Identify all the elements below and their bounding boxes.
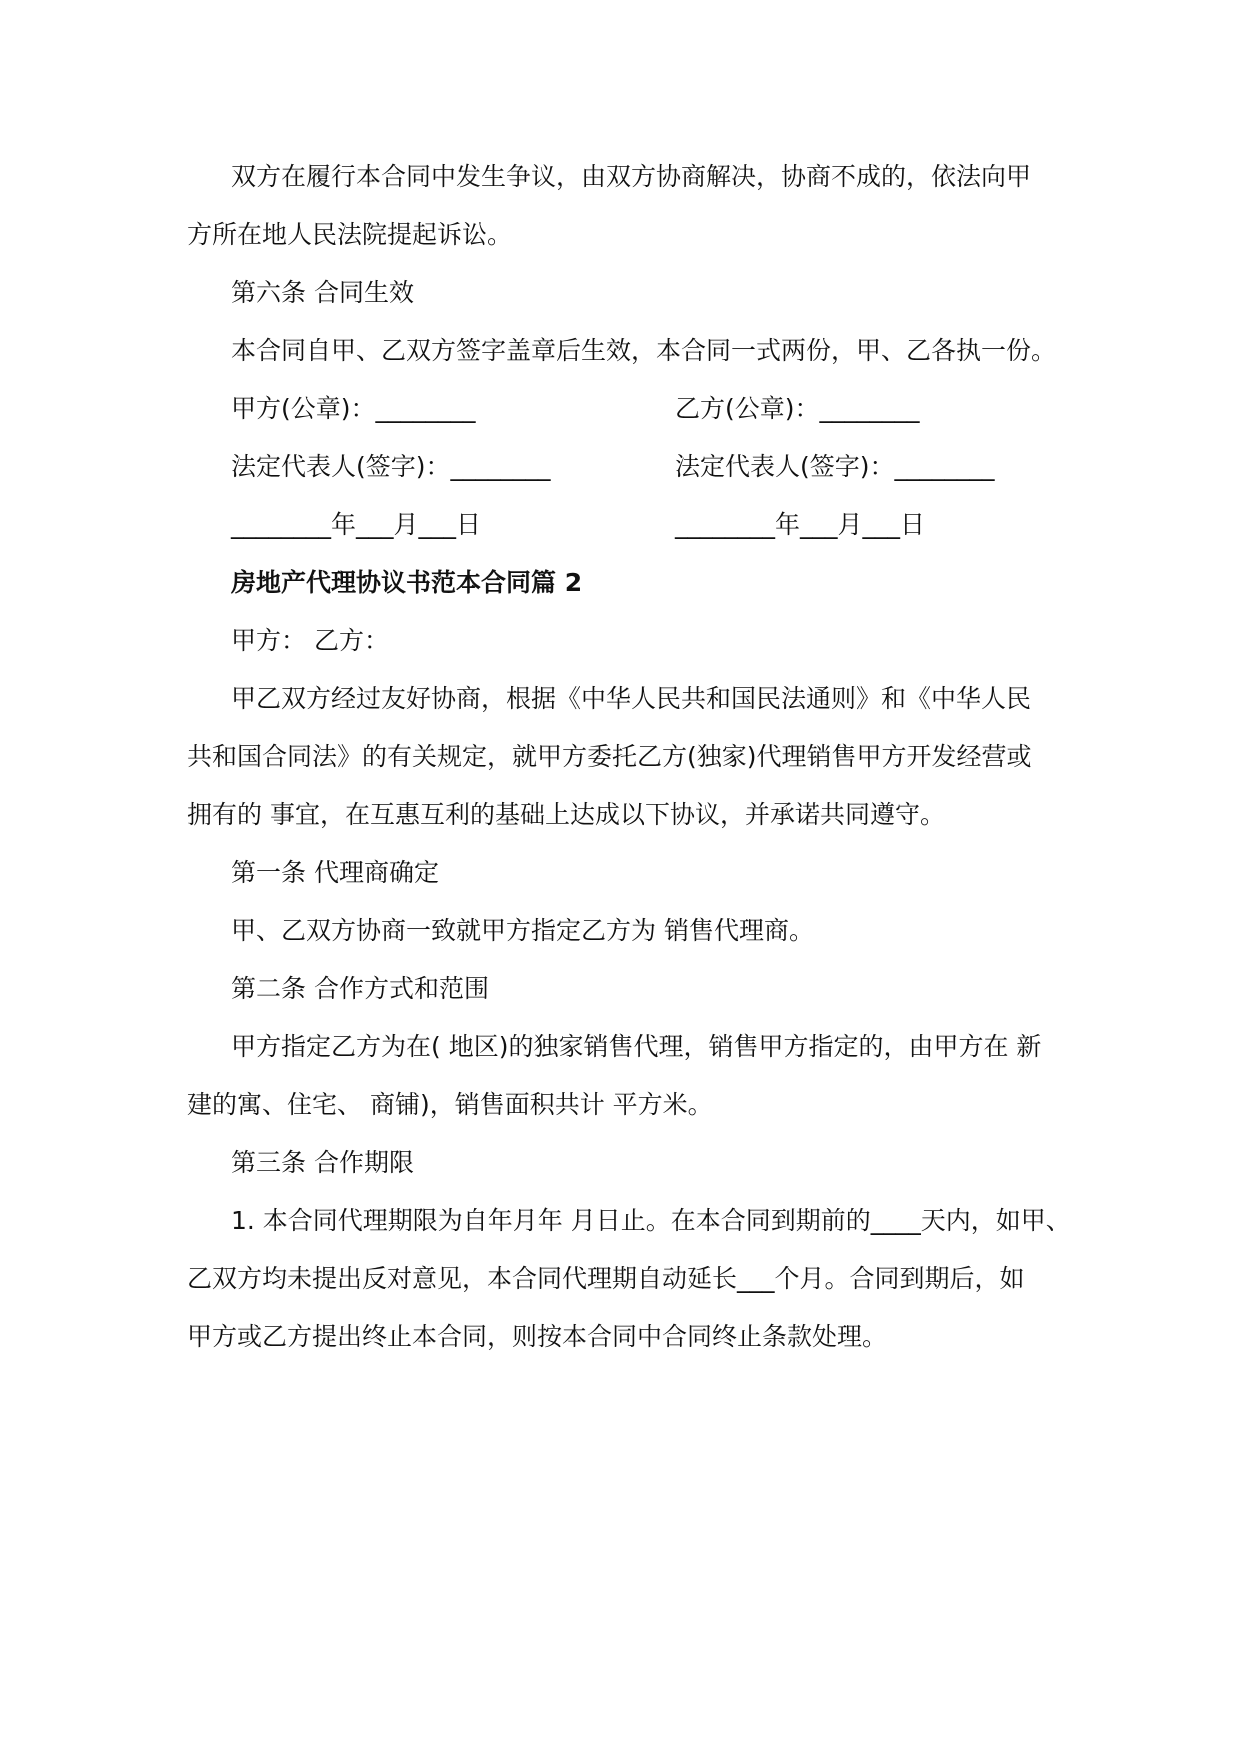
preamble-line-1: 甲乙双方经过友好协商，根据《中华人民共和国民法通则》和《中华人民 [231, 684, 1032, 713]
article-three-heading: 第三条 合作期限 [231, 1148, 414, 1177]
article-two-text-line-1: 甲方指定乙方为在( 地区)的独家销售代理，销售甲方指定的，由甲方在 新 [231, 1032, 1042, 1061]
parties-line: 甲方： 乙方： [231, 626, 389, 655]
article-two-heading: 第二条 合作方式和范围 [231, 974, 489, 1003]
article-one-heading: 第一条 代理商确定 [231, 858, 439, 887]
paragraph-effect: 本合同自甲、乙双方签字盖章后生效，本合同一式两份，甲、乙各执一份。 [231, 336, 1057, 365]
party-a-seal-field: 甲方(公章)：________ [231, 394, 476, 423]
party-a-representative-field: 法定代表人(签字)：________ [231, 452, 551, 481]
party-b-seal-field: 乙方(公章)：________ [675, 394, 920, 423]
party-b-date-field: ________年___月___日 [675, 510, 926, 539]
article-three-text-line-3: 甲方或乙方提出终止本合同，则按本合同中合同终止条款处理。 [187, 1322, 888, 1351]
article-three-text-line-1: 1. 本合同代理期限为自年月年 月日止。在本合同到期前的____天内，如甲、 [231, 1206, 1071, 1235]
paragraph-dispute-line-1: 双方在履行本合同中发生争议，由双方协商解决，协商不成的，依法向甲 [231, 162, 1032, 191]
preamble-line-2: 共和国合同法》的有关规定，就甲方委托乙方(独家)代理销售甲方开发经营或 [187, 742, 1032, 771]
article-one-text: 甲、乙双方协商一致就甲方指定乙方为 销售代理商。 [231, 916, 814, 945]
paragraph-dispute-line-2: 方所在地人民法院提起诉讼。 [187, 220, 513, 249]
section-2-heading: 房地产代理协议书范本合同篇 2 [231, 568, 583, 597]
preamble-line-3: 拥有的 事宜，在互惠互利的基础上达成以下协议，并承诺共同遵守。 [187, 800, 945, 829]
article-six-heading: 第六条 合同生效 [231, 278, 414, 307]
article-three-text-line-2: 乙双方均未提出反对意见，本合同代理期自动延长___个月。合同到期后，如 [187, 1264, 1025, 1293]
article-two-text-line-2: 建的寓、住宅、 商铺)，销售面积共计 平方米。 [187, 1090, 713, 1119]
party-a-date-field: ________年___月___日 [231, 510, 482, 539]
party-b-representative-field: 法定代表人(签字)：________ [675, 452, 995, 481]
